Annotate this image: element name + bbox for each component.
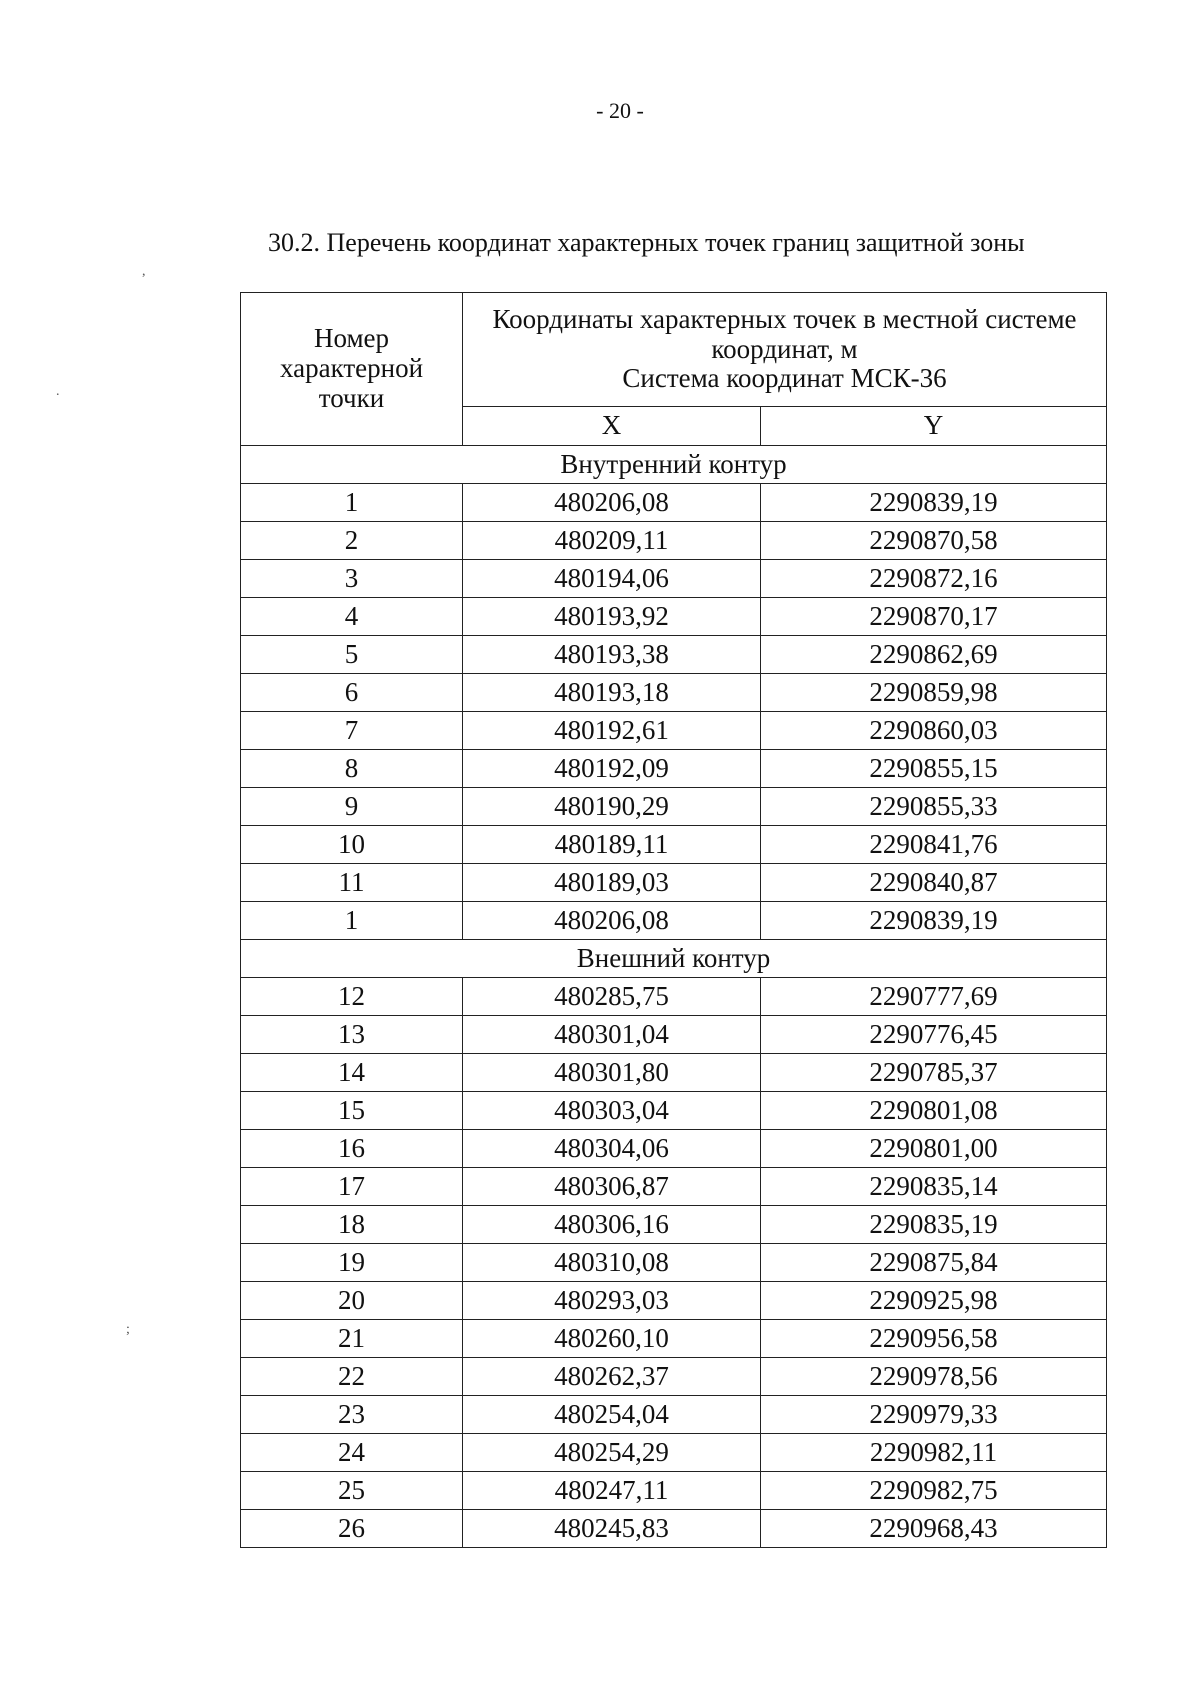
x-coordinate-cell: 480254,29 <box>463 1434 761 1472</box>
table-row <box>241 1472 1107 1510</box>
table-row <box>241 902 1107 940</box>
x-coordinate-cell: 480310,08 <box>463 1244 761 1282</box>
scan-mark: . <box>56 384 60 399</box>
y-coordinate-cell: 2290839,19 <box>761 484 1107 522</box>
x-coordinate-cell: 480254,04 <box>463 1396 761 1434</box>
x-coordinate-cell: 480306,87 <box>463 1168 761 1206</box>
table-row <box>241 712 1107 750</box>
point-number-cell: 24 <box>241 1434 463 1472</box>
header-x: X <box>463 406 761 445</box>
y-coordinate-cell: 2290870,58 <box>761 522 1107 560</box>
header-coordinates-line: Система координат МСК-36 <box>622 363 947 394</box>
x-coordinate-cell: 480193,18 <box>463 674 761 712</box>
point-number-cell: 15 <box>241 1092 463 1130</box>
y-coordinate-cell: 2290785,37 <box>761 1054 1107 1092</box>
table-row <box>241 1320 1107 1358</box>
x-coordinate-cell: 480192,61 <box>463 712 761 750</box>
point-number-cell: 4 <box>241 598 463 636</box>
table-row <box>241 1016 1107 1054</box>
point-number-cell: 23 <box>241 1396 463 1434</box>
table-row <box>241 1510 1107 1548</box>
y-coordinate-cell: 2290840,87 <box>761 864 1107 902</box>
point-number-cell: 16 <box>241 1130 463 1168</box>
y-coordinate-cell: 2290875,84 <box>761 1244 1107 1282</box>
x-coordinate-cell: 480304,06 <box>463 1130 761 1168</box>
x-coordinate-cell: 480194,06 <box>463 560 761 598</box>
point-number-cell: 8 <box>241 750 463 788</box>
header-point-line: характерной <box>279 353 424 384</box>
x-coordinate-cell: 480192,09 <box>463 750 761 788</box>
x-coordinate-cell: 480306,16 <box>463 1206 761 1244</box>
point-number-cell: 1 <box>241 902 463 940</box>
y-coordinate-cell: 2290835,14 <box>761 1168 1107 1206</box>
table-row <box>241 484 1107 522</box>
table-row <box>241 1434 1107 1472</box>
table-row <box>241 1054 1107 1092</box>
x-coordinate-cell: 480301,04 <box>463 1016 761 1054</box>
header-coordinates-line: координат, м <box>711 333 858 364</box>
table-row <box>241 864 1107 902</box>
y-coordinate-cell: 2290855,33 <box>761 788 1107 826</box>
point-number-cell: 21 <box>241 1320 463 1358</box>
y-coordinate-cell: 2290860,03 <box>761 712 1107 750</box>
section-row <box>241 940 1107 978</box>
point-number-cell: 20 <box>241 1282 463 1320</box>
point-number-cell: 2 <box>241 522 463 560</box>
y-coordinate-cell: 2290855,15 <box>761 750 1107 788</box>
section-row <box>241 446 1107 484</box>
table-row <box>241 598 1107 636</box>
x-coordinate-cell: 480206,08 <box>463 484 761 522</box>
scan-mark: , <box>142 264 146 279</box>
point-number-cell: 17 <box>241 1168 463 1206</box>
point-number-cell: 12 <box>241 978 463 1016</box>
header-y: Y <box>761 406 1107 445</box>
section-title: Внутренний контур <box>241 446 1107 484</box>
page-number: - 20 - <box>596 98 644 123</box>
x-coordinate-cell: 480293,03 <box>463 1282 761 1320</box>
point-number-cell: 18 <box>241 1206 463 1244</box>
table-row <box>241 1168 1107 1206</box>
x-coordinate-cell: 480190,29 <box>463 788 761 826</box>
y-coordinate-cell: 2290872,16 <box>761 560 1107 598</box>
x-coordinate-cell: 480303,04 <box>463 1092 761 1130</box>
y-coordinate-cell: 2290870,17 <box>761 598 1107 636</box>
x-coordinate-cell: 480209,11 <box>463 522 761 560</box>
y-coordinate-cell: 2290982,11 <box>761 1434 1107 1472</box>
y-coordinate-cell: 2290982,75 <box>761 1472 1107 1510</box>
y-coordinate-cell: 2290777,69 <box>761 978 1107 1016</box>
point-number-cell: 10 <box>241 826 463 864</box>
point-number-cell: 5 <box>241 636 463 674</box>
y-coordinate-cell: 2290841,76 <box>761 826 1107 864</box>
y-coordinate-cell: 2290968,43 <box>761 1510 1107 1548</box>
y-coordinate-cell: 2290776,45 <box>761 1016 1107 1054</box>
table-row <box>241 674 1107 712</box>
y-coordinate-cell: 2290862,69 <box>761 636 1107 674</box>
point-number-cell: 3 <box>241 560 463 598</box>
table-row <box>241 1358 1107 1396</box>
table-row <box>241 750 1107 788</box>
table-row <box>241 1282 1107 1320</box>
y-coordinate-cell: 2290839,19 <box>761 902 1107 940</box>
coordinates-table <box>240 292 1107 1548</box>
point-number-cell: 25 <box>241 1472 463 1510</box>
table-row <box>241 1130 1107 1168</box>
point-number-cell: 11 <box>241 864 463 902</box>
y-coordinate-cell: 2290925,98 <box>761 1282 1107 1320</box>
table-row <box>241 1396 1107 1434</box>
table-row <box>241 826 1107 864</box>
table-row <box>241 1206 1107 1244</box>
header-coordinates <box>463 293 1107 407</box>
y-coordinate-cell: 2290956,58 <box>761 1320 1107 1358</box>
x-coordinate-cell: 480245,83 <box>463 1510 761 1548</box>
point-number-cell: 7 <box>241 712 463 750</box>
point-number-cell: 19 <box>241 1244 463 1282</box>
header-point-line: Номер <box>313 323 390 354</box>
point-number-cell: 13 <box>241 1016 463 1054</box>
point-number-cell: 6 <box>241 674 463 712</box>
point-number-cell: 22 <box>241 1358 463 1396</box>
header-point-line: точки <box>318 382 385 413</box>
point-number-cell: 9 <box>241 788 463 826</box>
scan-mark: ; <box>126 1322 130 1337</box>
point-number-cell: 14 <box>241 1054 463 1092</box>
table-row <box>241 788 1107 826</box>
x-coordinate-cell: 480193,92 <box>463 598 761 636</box>
y-coordinate-cell: 2290835,19 <box>761 1206 1107 1244</box>
y-coordinate-cell: 2290859,98 <box>761 674 1107 712</box>
y-coordinate-cell: 2290979,33 <box>761 1396 1107 1434</box>
document-title: 30.2. Перечень координат характерных точек границ защитной зоны <box>268 228 1025 257</box>
header-coordinates-line: Координаты характерных точек в местной системе <box>492 303 1077 334</box>
x-coordinate-cell: 480262,37 <box>463 1358 761 1396</box>
table-row <box>241 636 1107 674</box>
x-coordinate-cell: 480285,75 <box>463 978 761 1016</box>
y-coordinate-cell: 2290978,56 <box>761 1358 1107 1396</box>
x-coordinate-cell: 480260,10 <box>463 1320 761 1358</box>
x-coordinate-cell: 480206,08 <box>463 902 761 940</box>
header-point-number <box>241 293 463 446</box>
table-row <box>241 522 1107 560</box>
x-coordinate-cell: 480301,80 <box>463 1054 761 1092</box>
table-header <box>241 293 1107 446</box>
section-title: Внешний контур <box>241 940 1107 978</box>
table-row <box>241 1244 1107 1282</box>
table-row <box>241 978 1107 1016</box>
table-body <box>241 446 1107 1548</box>
x-coordinate-cell: 480189,11 <box>463 826 761 864</box>
table-row <box>241 560 1107 598</box>
x-coordinate-cell: 480189,03 <box>463 864 761 902</box>
x-coordinate-cell: 480193,38 <box>463 636 761 674</box>
table-row <box>241 1092 1107 1130</box>
x-coordinate-cell: 480247,11 <box>463 1472 761 1510</box>
point-number-cell: 1 <box>241 484 463 522</box>
y-coordinate-cell: 2290801,08 <box>761 1092 1107 1130</box>
y-coordinate-cell: 2290801,00 <box>761 1130 1107 1168</box>
point-number-cell: 26 <box>241 1510 463 1548</box>
